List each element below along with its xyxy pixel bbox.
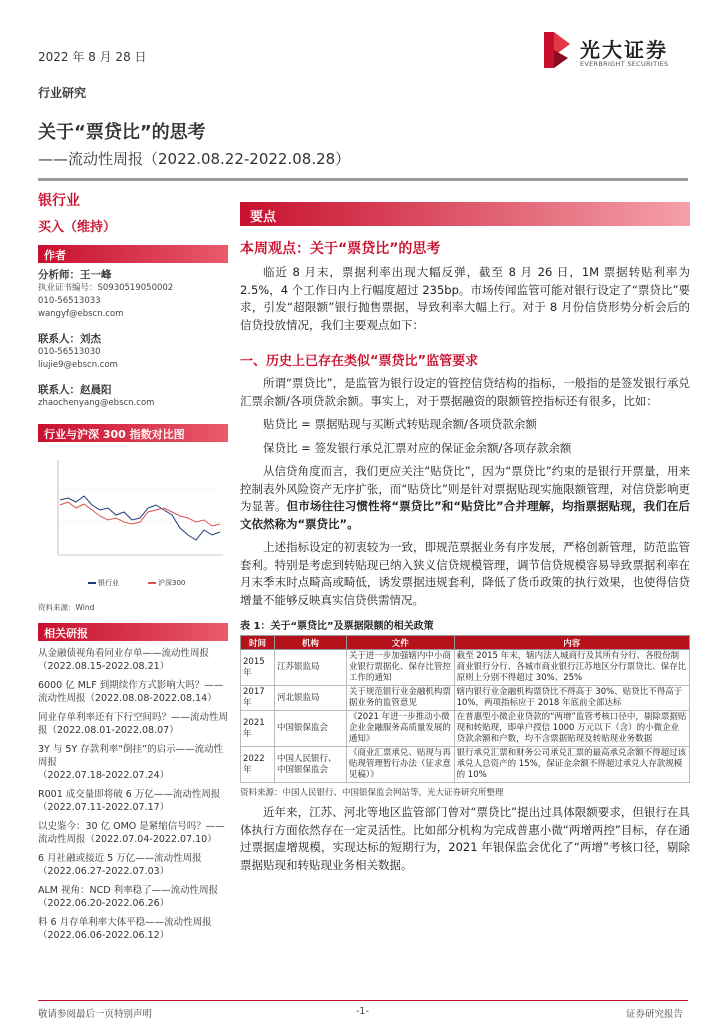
column-header: 内容 — [454, 636, 689, 650]
related-list — [38, 647, 228, 942]
paragraph: 从信贷角度而言，我们更应关注“贴贷比”，因为“票贷比”约束的是银行开票量，用来控制表外风险资产无序扩张，而“贴贷比”则是针对票据贴现实施限额管理，对信贷影响更为显著。但市场往往习惯性将“票贷比”和“贴贷比”合并理解，均指票据贴现，我们在后文依然称为“票贷比”。 — [240, 464, 690, 531]
comparison-chart — [38, 450, 228, 600]
rating: 买入（维持） — [38, 220, 117, 235]
table-header-row — [241, 636, 690, 650]
formula-line: 贴贷比 = 票据贴现与买断式转贴现余额/各项贷款余额 — [263, 417, 537, 431]
authors-heading: 作者 — [38, 245, 228, 263]
paragraph: 上述指标设定的初衷较为一致，即规范票据业务有序发展，严格创新管理，防范监管套利。特别是考虑到转贴现已纳入狭义信贷规模管理，调节信贷规模容易导致票据利率在月末季末时点畸高或畸低，诱发票据违规套利，降低了货币政策的执行效果，也使得信贷增量不能够反映真实信贷供需情况。 — [240, 540, 690, 607]
related-report-link[interactable]: 从金融债视角看同业存单——流动性周报 （2022.08.15-2022.08.21） — [38, 648, 210, 672]
header-divider — [38, 178, 688, 181]
author-name: 联系人：赵晨阳 — [38, 384, 112, 396]
author-detail: 010-56513033 — [38, 296, 101, 306]
related-heading: 相关研报 — [38, 623, 228, 641]
table-source: 资料来源：中国人民银行、中国银保监会网站等，光大证券研究所整理 — [240, 788, 504, 798]
industry-name: 银行业 — [38, 193, 80, 209]
footer-disclaimer[interactable]: 敬请参阅最后一页特别声明 — [38, 1009, 153, 1020]
chart-source: 资料来源：Wind — [38, 603, 95, 612]
author-email[interactable]: liujie9@ebscn.com — [38, 360, 118, 370]
author-name: 分析师：王一峰 — [38, 269, 112, 281]
author-detail: 执业证书编号：S0930519050002 — [38, 283, 174, 293]
column-header: 文件 — [346, 636, 454, 650]
main-content — [240, 202, 690, 874]
author-block — [38, 269, 228, 321]
weekly-view-title: 本周观点：关于“票贷比”的思考 — [240, 241, 441, 257]
paragraph: 所谓“票贷比”，是监管为银行设定的管控信贷结构的指标，一般指的是签发银行承兑汇票余额/各项贷款余额。事实上，对于票据融资的限额管控指标还有很多，比如： — [240, 376, 690, 408]
related-report-link[interactable]: 以史鉴今：30 亿 OMO 是紧缩信号吗？——流动性周报（2022.07.04-2022.07.10） — [38, 821, 225, 845]
logo-mark-icon — [540, 30, 574, 70]
table-row: 2021 年 中国银保监会 《2021 年进一步推动小微企业金融服务高质量发展的通知》 在普惠型小微企业贷款的“两增”监管考核口径中，剔除票据贴现和转贴现，即单户授信 1000 万元以下（含）的小微企业贷款余额和户数，均不含票据贴现及转贴现业务数据 — [241, 711, 690, 747]
table-title: 表 1：关于“票贷比”及票据限额的相关政策 — [240, 621, 434, 632]
author-detail: 010-56513030 — [38, 347, 101, 357]
footer-report-type: 证券研究报告 — [626, 1009, 684, 1020]
column-header: 时间 — [241, 636, 275, 650]
logo-subtext: EVERBRIGHT SECURITIES — [580, 60, 669, 68]
related-report-link[interactable]: 料 6 月存单利率大体平稳——流动性周报 （2022.06.06-2022.06.12） — [38, 917, 212, 941]
policy-table — [240, 635, 690, 783]
section-heading: 一、历史上已存在类似“票贷比”监管要求 — [240, 354, 479, 369]
report-title: 关于“票贷比”的思考 — [38, 122, 206, 143]
author-name: 联系人：刘杰 — [38, 333, 101, 345]
related-report-link[interactable]: 3Y 与 5Y 存款利率“倒挂”的启示——流动性周报 （2022.07.18-2022.07.24） — [38, 744, 224, 781]
related-report-link[interactable]: ALM 视角：NCD 利率稳了——流动性周报 （2022.06.20-2022.06.26） — [38, 885, 219, 909]
related-report-link[interactable]: R001 成交量即将破 6 万亿——流动性周报 （2022.07.11-2022.07.17） — [38, 789, 221, 813]
formula-line: 保贷比 = 签发银行承兑汇票对应的保证金余额/各项存款余额 — [263, 440, 572, 455]
company-logo — [540, 30, 700, 76]
report-subtitle: ——流动性周报（2022.08.22-2022.08.28） — [38, 150, 351, 168]
report-category: 行业研究 — [38, 86, 87, 100]
paragraph: 临近 8 月末，票据利率出现大幅反弹，截至 8 月 26 日，1M 票据转贴利率为 2.5%，4 个工作日内上行幅度超过 235bp。市场传闻监管可能对银行设定了“票贷比”要求，引发“超限额”银行抛售票据，导致利率大幅上行。对于 8 月份信贷形势分析会后的信贷投放情况，我们主要观点如下： — [240, 265, 690, 332]
table-row: 2017 年 河北银监局 关于规范银行业金融机构票据业务的监管意见 辖内银行业金融机构票贷比不得高于 30%、贴贷比不得高于 10%，两项指标应于 2018 年底前全部达标 — [241, 686, 690, 711]
page-number: -1- — [356, 1006, 369, 1017]
report-date: 2022 年 8 月 28 日 — [38, 50, 147, 64]
paragraph: 近年来，江苏、河北等地区监管部门曾对“票贷比”提出过具体限额要求，但银行在具体执行方面依然存在一定灵活性。比如部分机构为完成普惠小微“两增两控”目标，存在通过票据虚增规模，实现达标的短期行为，2021 年银保监会优化了“两增”考核口径，剔除票据贴现和转贴现业务相关数据。 — [240, 805, 690, 872]
logo-text: 光大证券 — [580, 38, 668, 62]
emphasis-text: 但市场往往习惯性将“票贷比”和“贴贷比”合并理解，均指票据贴现，我们在后文依然称为“票贷比”。 — [240, 499, 690, 531]
author-block — [38, 333, 228, 372]
comparison-chart-svg — [38, 450, 228, 600]
author-block — [38, 384, 228, 410]
sidebar — [38, 190, 228, 942]
legend-label-bank: 银行业 — [98, 579, 119, 587]
related-report-link[interactable]: 同业存单利率还有下行空间吗？——流动性周报（2022.08.01-2022.08.07） — [38, 712, 229, 736]
chart-heading: 行业与沪深 300 指数对比图 — [38, 424, 228, 442]
related-report-link[interactable]: 6 月社融或接近 5 万亿——流动性周报 （2022.06.27-2022.07.03） — [38, 853, 202, 877]
footer-divider — [38, 1000, 688, 1001]
table-row: 2015 年 江苏银监局 关于进一步加强辖内中小商业银行票据化、保存比管控工作的通知 截至 2015 年末，辖内法人城商行及其所有分行、各股份制商业银行分行、各城市商业银行江苏地区分行票贷比、保存比原则上分别不得超过 30%、25% — [241, 650, 690, 686]
related-report-link[interactable]: 6000 亿 MLF 到期续作方式影响大吗？——流动性周报（2022.08.08-2022.08.14） — [38, 680, 224, 704]
column-header: 机构 — [274, 636, 346, 650]
table-row: 2022 年 中国人民银行、中国银保监会 《商业汇票承兑、贴现与再贴现管理暂行办法（征求意见稿）》 银行承兑汇票和财务公司承兑汇票的最高承兑余额不得超过该承兑人总资产的 15%，保证金余额不得超过承兑人存款规模的 10% — [241, 747, 690, 783]
author-email[interactable]: wangyf@ebscn.com — [38, 309, 124, 319]
legend-label-index: 沪深300 — [158, 579, 186, 587]
author-email[interactable]: zhaochenyang@ebscn.com — [38, 398, 155, 408]
key-points-heading: 要点 — [240, 202, 690, 226]
